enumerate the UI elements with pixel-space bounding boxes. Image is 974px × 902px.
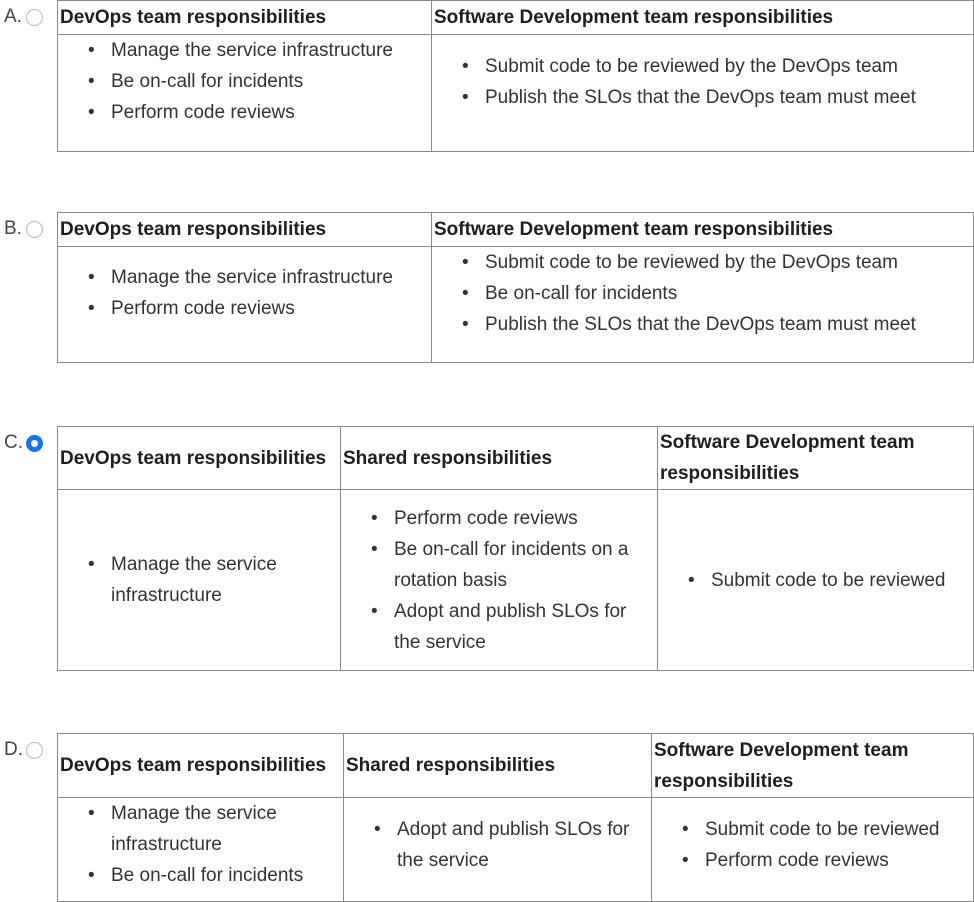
responsibility-table — [57, 212, 974, 363]
table-cell — [58, 35, 432, 152]
option-letter: D. — [4, 739, 23, 760]
table-header: Shared responsibilities — [344, 734, 652, 798]
list-item: • Be on-call for incidents — [58, 860, 343, 891]
list-item: • Submit code to be reviewed — [658, 565, 973, 596]
radio-button[interactable] — [26, 742, 43, 759]
list-item: • Adopt and publish SLOs for the service — [344, 814, 651, 876]
table-header: DevOps team responsibilities — [58, 1, 432, 35]
table-cell — [432, 35, 974, 152]
list-item: • Perform code reviews — [341, 503, 657, 534]
responsibility-table — [57, 733, 974, 902]
table-header: Software Development team responsibilities — [432, 213, 974, 247]
list-item: • Be on-call for incidents on a rotation basis — [341, 534, 657, 596]
list-item: • Perform code reviews — [58, 293, 431, 324]
list-item: • Perform code reviews — [58, 97, 431, 128]
table-cell — [432, 247, 974, 363]
table-header: Software Development team responsibilities — [432, 1, 974, 35]
table-cell — [658, 490, 974, 671]
list-item: • Submit code to be reviewed — [652, 814, 973, 845]
table-cell — [341, 490, 658, 671]
table-header: DevOps team responsibilities — [58, 213, 432, 247]
option-letter: B. — [4, 218, 22, 239]
list-item: • Adopt and publish SLOs for the service — [341, 596, 657, 658]
list-item: • Publish the SLOs that the DevOps team must meet — [432, 82, 973, 113]
radio-button[interactable] — [26, 221, 43, 238]
list-item: • Submit code to be reviewed by the DevOps team — [432, 247, 973, 278]
table-cell — [58, 247, 432, 363]
option-letter: A. — [4, 6, 22, 27]
list-item: • Submit code to be reviewed by the DevOps team — [432, 51, 973, 82]
list-item: • Manage the service infrastructure — [58, 798, 343, 860]
table-cell — [58, 490, 341, 671]
table-cell — [344, 798, 652, 902]
list-item: • Manage the service infrastructure — [58, 549, 340, 611]
list-item: • Be on-call for incidents — [58, 66, 431, 97]
table-header: DevOps team responsibilities — [58, 427, 341, 490]
option-letter: C. — [4, 432, 23, 453]
table-header: Shared responsibilities — [341, 427, 658, 490]
responsibility-table — [57, 0, 974, 152]
responsibility-table — [57, 426, 974, 671]
list-item: • Publish the SLOs that the DevOps team must meet — [432, 309, 973, 340]
table-header: Software Development team responsibilities — [652, 734, 974, 798]
table-header: DevOps team responsibilities — [58, 734, 344, 798]
radio-button-selected[interactable] — [26, 435, 43, 452]
table-cell — [58, 798, 344, 902]
list-item: • Perform code reviews — [652, 845, 973, 876]
table-header: Software Development team responsibilities — [658, 427, 974, 490]
radio-button[interactable] — [26, 9, 43, 26]
list-item: • Manage the service infrastructure — [58, 262, 431, 293]
table-cell — [652, 798, 974, 902]
list-item: • Be on-call for incidents — [432, 278, 973, 309]
list-item: • Manage the service infrastructure — [58, 35, 431, 66]
